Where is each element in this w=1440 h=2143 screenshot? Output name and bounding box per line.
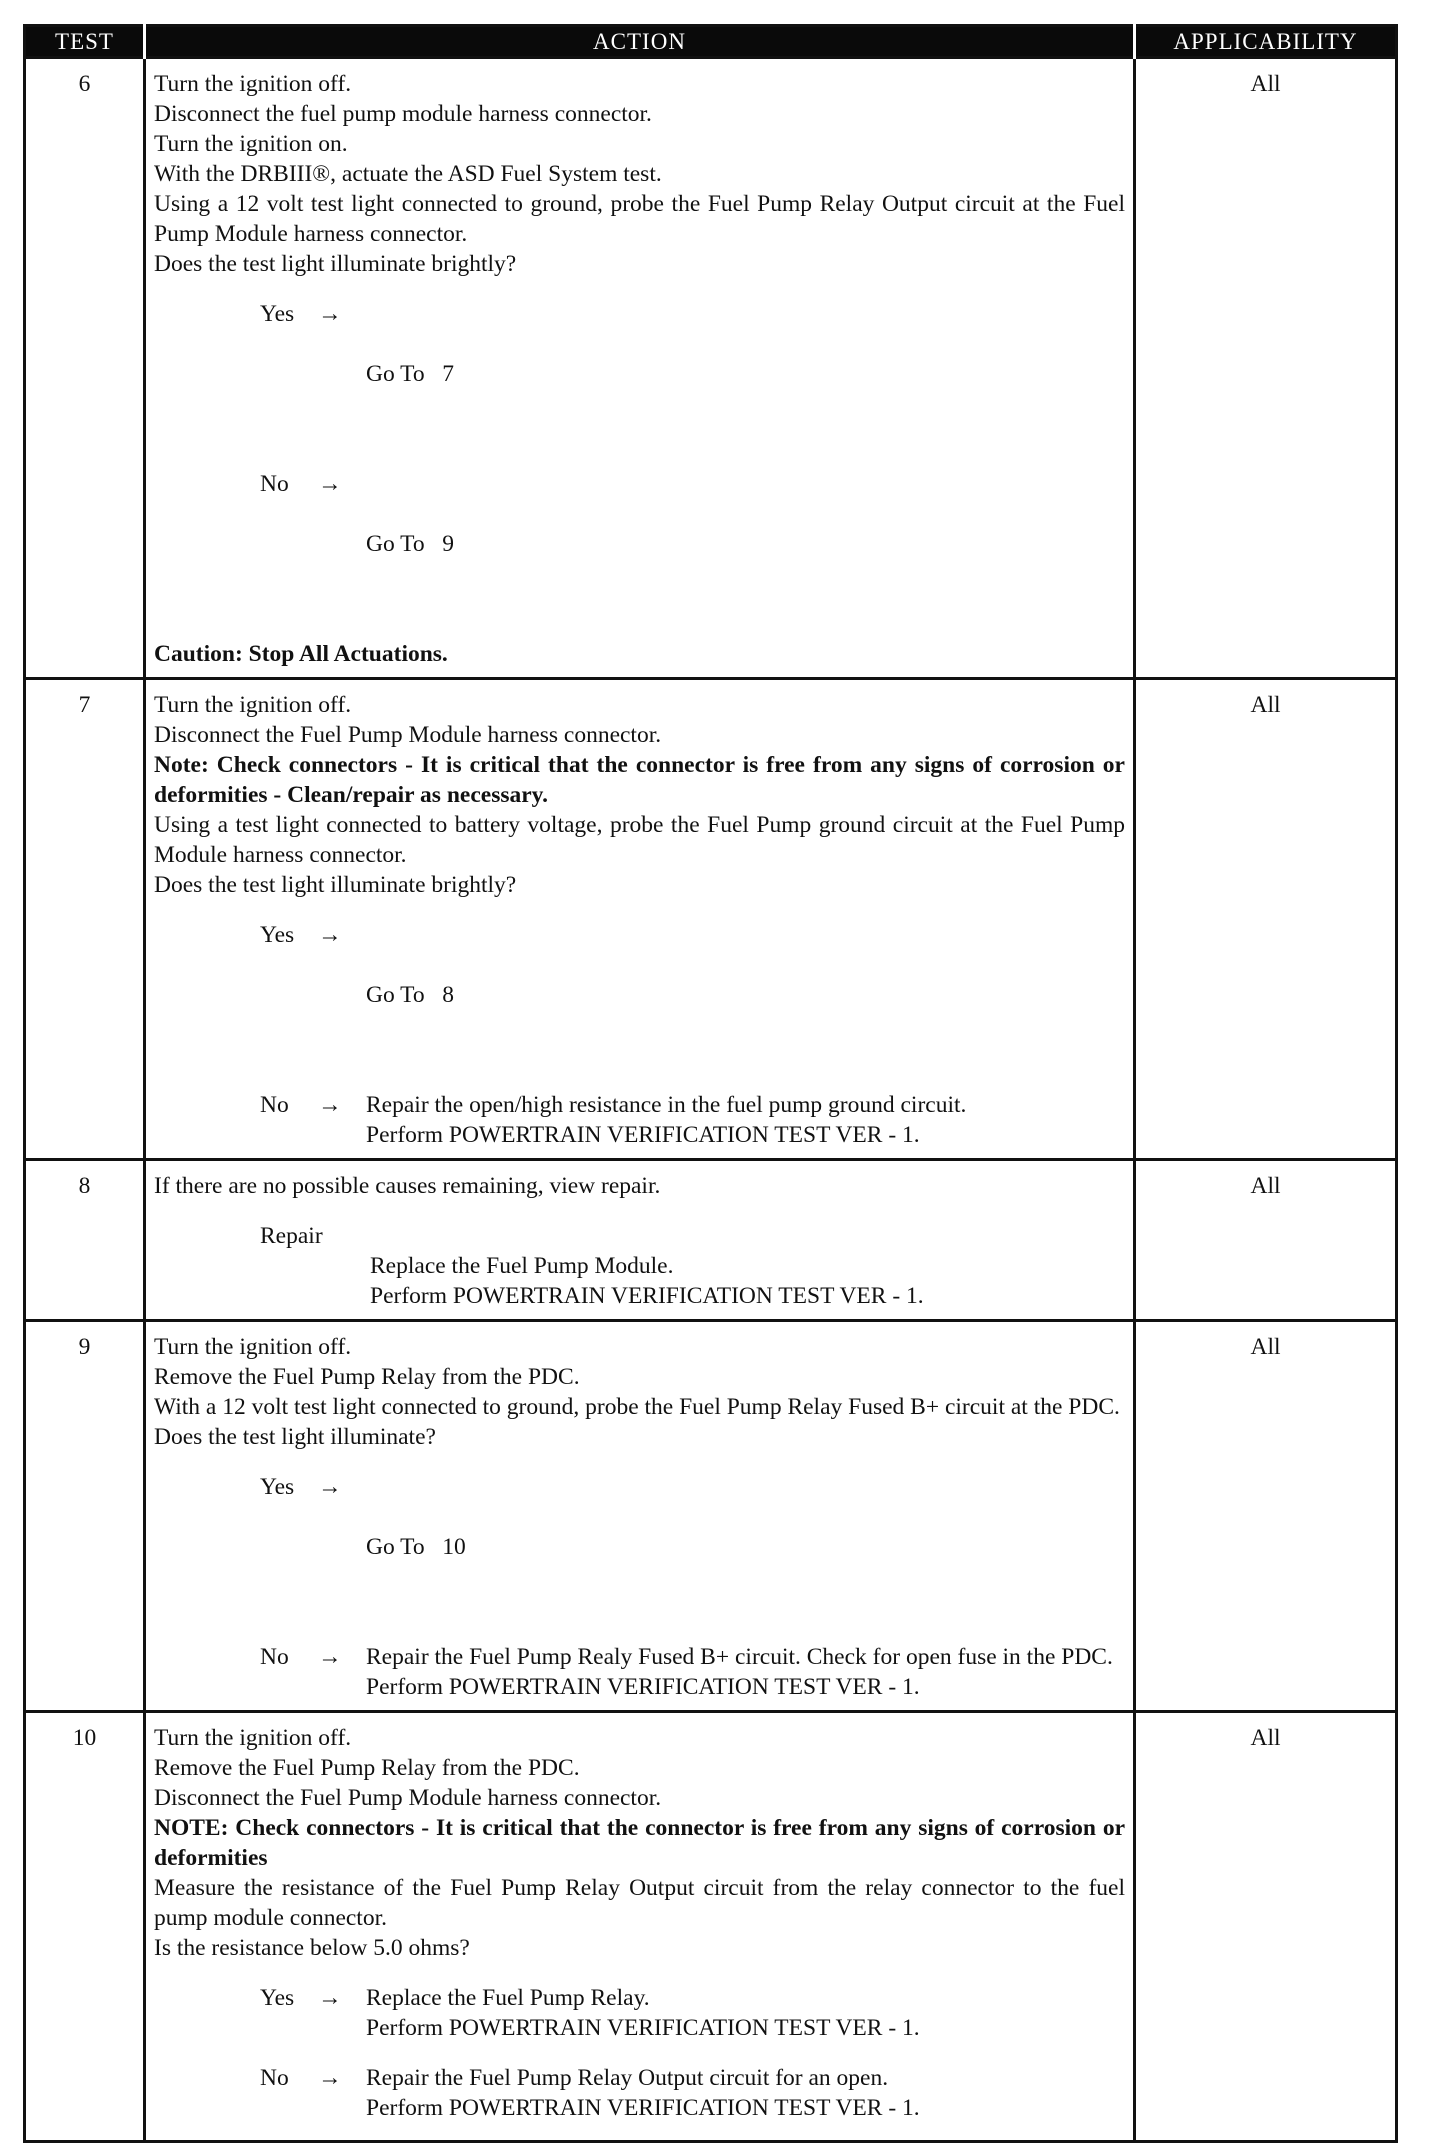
action-line: Turn the ignition off. <box>154 71 352 97</box>
table-header-row <box>25 26 1397 58</box>
test-number: 9 <box>25 1321 145 1712</box>
note-text: NOTE: Check connectors - It is critical that the connector is free from any signs of corrosion or deformities <box>154 1815 1125 1871</box>
action-line: Remove the Fuel Pump Relay from the PDC. <box>154 1755 580 1781</box>
applicability: All <box>1135 1160 1397 1321</box>
test-number: 7 <box>25 679 145 1160</box>
yes-label: Yes <box>260 922 295 948</box>
result-line: Repair the open/high resistance in the fuel pump ground circuit. <box>366 1092 967 1118</box>
action-line: Does the test light illuminate brightly? <box>154 872 517 898</box>
yes-result <box>366 1983 1125 2043</box>
action-line: Does the test light illuminate? <box>154 1424 436 1450</box>
yes-result <box>366 920 1125 1070</box>
no-label: No <box>260 1644 289 1670</box>
no-result <box>366 2063 1125 2123</box>
result-line: Go To 8 <box>366 982 455 1008</box>
repair-label: Repair <box>260 1223 323 1249</box>
applicability: All <box>1135 679 1397 1160</box>
yes-result <box>366 1472 1125 1622</box>
no-label: No <box>260 1092 289 1118</box>
arrow-icon: → <box>318 922 342 948</box>
action-cell <box>145 1321 1135 1712</box>
action-cell <box>145 1712 1135 2142</box>
action-line: Turn the ignition off. <box>154 1334 352 1360</box>
yes-label: Yes <box>260 1985 295 2011</box>
action-line: Disconnect the Fuel Pump Module harness connector. <box>154 722 662 748</box>
yes-branch <box>260 920 1125 1070</box>
action-line: Turn the ignition off. <box>154 1725 352 1751</box>
yes-label: Yes <box>260 1474 295 1500</box>
action-cell <box>145 58 1135 679</box>
result-line: Perform POWERTRAIN VERIFICATION TEST VER - 1. <box>366 1122 920 1148</box>
yes-branch <box>260 299 1125 449</box>
diagnostic-table <box>23 24 1398 2143</box>
arrow-icon: → <box>318 301 342 327</box>
table-row <box>25 58 1397 679</box>
note-text: Note: Check connectors - It is critical that the connector is free from any signs of corrosion or deformities - Clean/repair as necessary. <box>154 752 1125 808</box>
applicability: All <box>1135 58 1397 679</box>
arrow-icon: → <box>318 2065 342 2091</box>
action-cell <box>145 679 1135 1160</box>
yes-label: Yes <box>260 301 295 327</box>
no-branch <box>260 1642 1125 1702</box>
table-row <box>25 1160 1397 1321</box>
arrow-icon: → <box>318 1092 342 1118</box>
result-line: Go To 10 <box>366 1534 466 1560</box>
action-cell <box>145 1160 1135 1321</box>
result-line: Perform POWERTRAIN VERIFICATION TEST VER - 1. <box>366 1674 920 1700</box>
action-line: Using a test light connected to battery voltage, probe the Fuel Pump ground circuit at the Fuel Pump Module harness connector. <box>154 812 1125 868</box>
no-label: No <box>260 471 289 497</box>
action-line: Using a 12 volt test light connected to ground, probe the Fuel Pump Relay Output circuit at the Fuel Pump Module harness connector. <box>154 191 1125 247</box>
repair-steps <box>370 1251 1125 1311</box>
result-line: Perform POWERTRAIN VERIFICATION TEST VER - 1. <box>366 2015 920 2041</box>
action-line: Does the test light illuminate brightly? <box>154 251 517 277</box>
header-action: ACTION <box>145 26 1135 58</box>
action-line: Measure the resistance of the Fuel Pump Relay Output circuit from the relay connector to the fuel pump module connector. <box>154 1875 1125 1931</box>
action-line: With the DRBIII®, actuate the ASD Fuel System test. <box>154 161 662 187</box>
action-line: Disconnect the fuel pump module harness connector. <box>154 101 652 127</box>
arrow-icon: → <box>318 1474 342 1500</box>
arrow-icon: → <box>318 471 342 497</box>
test-number: 10 <box>25 1712 145 2142</box>
action-line: If there are no possible causes remaining, view repair. <box>154 1173 661 1199</box>
table-row <box>25 1321 1397 1712</box>
result-line: Go To 9 <box>366 531 455 557</box>
repair-step: Replace the Fuel Pump Module. <box>370 1253 674 1279</box>
arrow-icon: → <box>318 1985 342 2011</box>
no-result <box>366 469 1125 619</box>
table-row <box>25 679 1397 1160</box>
result-line: Repair the Fuel Pump Realy Fused B+ circuit. Check for open fuse in the PDC. <box>366 1644 1113 1670</box>
action-line: Turn the ignition off. <box>154 692 352 718</box>
yes-branch <box>260 1472 1125 1622</box>
arrow-icon: → <box>318 1644 342 1670</box>
action-line: With a 12 volt test light connected to ground, probe the Fuel Pump Relay Fused B+ circuit at the PDC. <box>154 1394 1120 1420</box>
no-branch <box>260 1090 1125 1150</box>
caution-text: Caution: Stop All Actuations. <box>154 641 448 667</box>
repair-step: Perform POWERTRAIN VERIFICATION TEST VER - 1. <box>370 1283 924 1309</box>
action-line: Turn the ignition on. <box>154 131 348 157</box>
yes-branch <box>260 1983 1125 2043</box>
no-label: No <box>260 2065 289 2091</box>
test-number: 6 <box>25 58 145 679</box>
repair-block <box>260 1221 1125 1311</box>
action-line: Is the resistance below 5.0 ohms? <box>154 1935 470 1961</box>
no-branch <box>260 2063 1125 2123</box>
result-line: Repair the Fuel Pump Relay Output circuit for an open. <box>366 2065 889 2091</box>
table-row <box>25 1712 1397 2142</box>
header-applicability: APPLICABILITY <box>1135 26 1397 58</box>
result-line: Go To 7 <box>366 361 455 387</box>
no-branch <box>260 469 1125 619</box>
header-test: TEST <box>25 26 145 58</box>
applicability: All <box>1135 1321 1397 1712</box>
yes-result <box>366 299 1125 449</box>
no-result <box>366 1642 1125 1702</box>
test-number: 8 <box>25 1160 145 1321</box>
result-line: Replace the Fuel Pump Relay. <box>366 1985 650 2011</box>
applicability: All <box>1135 1712 1397 2142</box>
no-result <box>366 1090 1125 1150</box>
action-line: Remove the Fuel Pump Relay from the PDC. <box>154 1364 580 1390</box>
action-line: Disconnect the Fuel Pump Module harness connector. <box>154 1785 662 1811</box>
result-line: Perform POWERTRAIN VERIFICATION TEST VER - 1. <box>366 2095 920 2121</box>
